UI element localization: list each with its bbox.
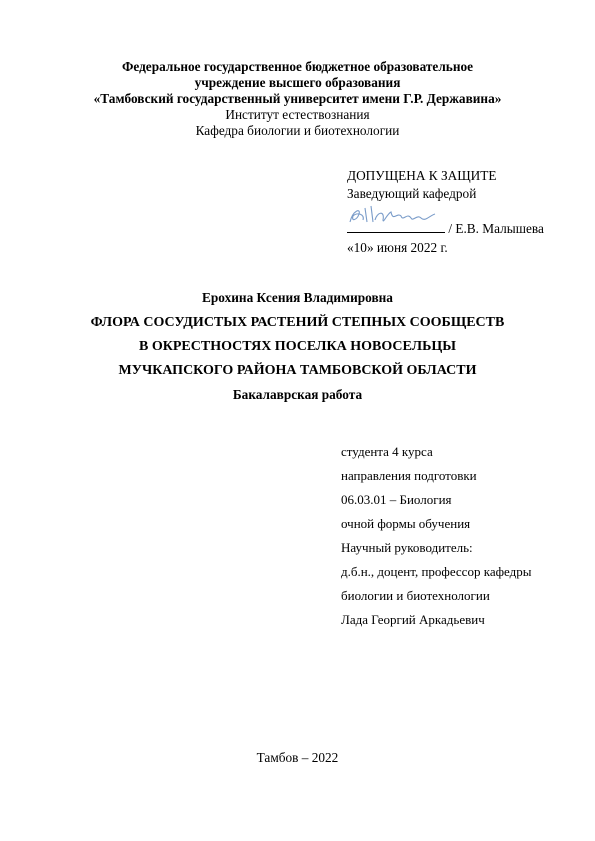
header-line-1: Федеральное государственное бюджетное образовательное	[121, 59, 474, 74]
info-line: Научный руководитель:	[341, 540, 473, 555]
department-name: Кафедра биологии и биотехнологии	[195, 123, 400, 138]
head-of-department-name: / Е.В. Малышева	[448, 221, 544, 236]
author-name: Ерохина Ксения Владимировна	[202, 290, 393, 305]
thesis-title-line-3: МУЧКАПСКОГО РАЙОНА ТАМБОВСКОЙ ОБЛАСТИ	[118, 363, 477, 378]
institute-name: Институт естествознания	[225, 107, 370, 122]
header-line-2: учреждение высшего образования	[194, 75, 401, 90]
header-line-3: «Тамбовский государственный университет имени Г.Р. Державина»	[93, 91, 502, 106]
approval-title: ДОПУЩЕНА К ЗАЩИТЕ	[347, 168, 497, 183]
student-info	[341, 440, 531, 632]
thesis-type: Бакалаврская работа	[232, 387, 363, 402]
thesis-title-line-2: В ОКРЕСТНОСТЯХ ПОСЕЛКА НОВОСЕЛЬЦЫ	[139, 339, 456, 354]
city-year: Тамбов – 2022	[256, 750, 339, 765]
approval-role: Заведующий кафедрой	[347, 186, 477, 201]
info-line: направления подготовки	[341, 468, 477, 483]
info-line: д.б.н., доцент, профессор кафедры	[341, 564, 532, 579]
info-line: биологии и биотехнологии	[341, 588, 490, 603]
signature-underline	[347, 220, 445, 233]
info-line: 06.03.01 – Биология	[341, 492, 452, 507]
approval-date: «10» июня 2022 г.	[347, 240, 448, 255]
info-line: очной формы обучения	[341, 516, 471, 531]
thesis-title-line-1: ФЛОРА СОСУДИСТЫХ РАСТЕНИЙ СТЕПНЫХ СООБЩЕСТВ	[90, 315, 505, 330]
signature-line	[347, 220, 544, 237]
info-line: Лада Георгий Аркадьевич	[341, 612, 485, 627]
info-line: студента 4 курса	[341, 444, 433, 459]
